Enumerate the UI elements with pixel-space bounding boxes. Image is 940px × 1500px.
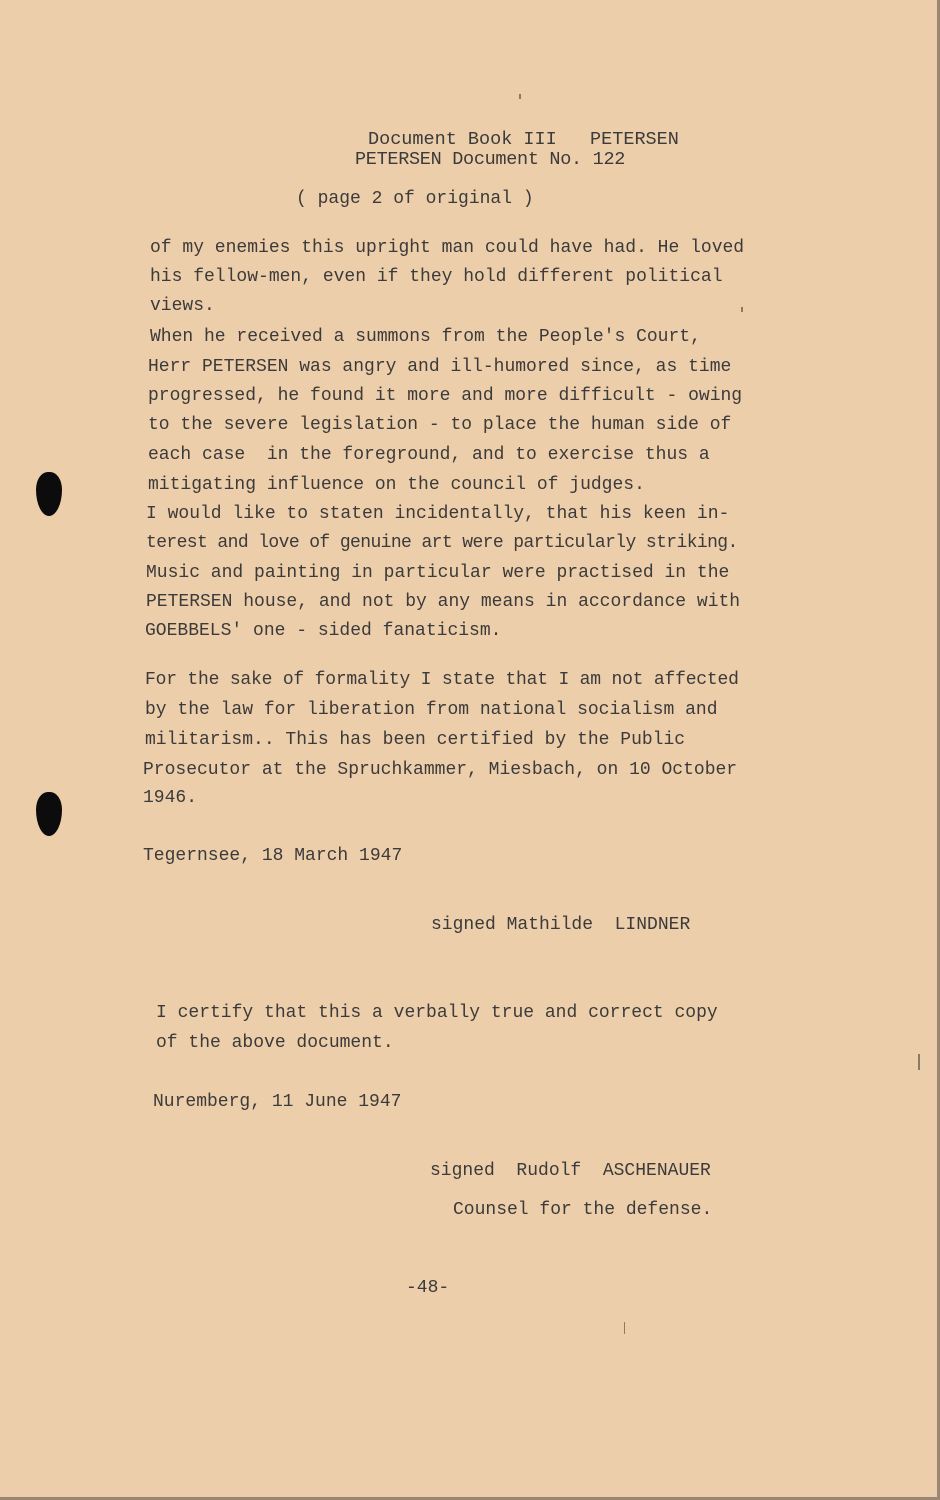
certification-line: I certify that this a verbally true and correct copy xyxy=(156,1003,718,1023)
punch-hole-bottom xyxy=(36,792,62,836)
body-line: views. xyxy=(150,296,215,316)
body-line: When he received a summons from the People's Court, xyxy=(150,327,701,347)
body-line: militarism.. This has been certified by the Public xyxy=(145,730,686,750)
page-of-original-note: ( page 2 of original ) xyxy=(296,189,534,209)
body-line: mitigating influence on the council of judges. xyxy=(148,475,645,495)
body-line: his fellow-men, even if they hold different political xyxy=(150,267,723,287)
body-line: Music and painting in particular were practised in the xyxy=(146,563,730,583)
signature-aschenauer: signed Rudolf ASCHENAUER xyxy=(430,1161,711,1181)
body-line: to the severe legislation - to place the human side of xyxy=(148,415,732,435)
certification-line: of the above document. xyxy=(156,1033,394,1053)
place-date-nuremberg: Nuremberg, 11 June 1947 xyxy=(153,1092,402,1112)
counsel-title: Counsel for the defense. xyxy=(453,1200,713,1220)
body-line: terest and love of genuine art were particularly striking. xyxy=(146,533,738,553)
paper-mark xyxy=(624,1322,625,1334)
page-number: -48- xyxy=(406,1278,450,1298)
punch-hole-top xyxy=(36,472,62,516)
body-line: Prosecutor at the Spruchkammer, Miesbach, on 10 October xyxy=(143,760,738,780)
header-line-1: Document Book III PETERSEN xyxy=(368,129,679,150)
body-line: PETERSEN house, and not by any means in accordance with xyxy=(146,592,741,612)
body-line: progressed, he found it more and more difficult - owing xyxy=(148,386,743,406)
body-line: GOEBBELS' one - sided fanaticism. xyxy=(145,621,502,641)
body-line: Herr PETERSEN was angry and ill-humored since, as time xyxy=(148,357,732,377)
signature-lindner: signed Mathilde LINDNER xyxy=(431,915,691,935)
place-date-tegernsee: Tegernsee, 18 March 1947 xyxy=(143,846,403,866)
header-line-2: PETERSEN Document No. 122 xyxy=(355,149,626,170)
body-line: 1946. xyxy=(143,788,198,808)
body-line: of my enemies this upright man could have had. He loved xyxy=(150,238,745,258)
body-line: by the law for liberation from national socialism and xyxy=(145,700,718,720)
body-line: For the sake of formality I state that I am not affected xyxy=(145,670,739,690)
paper-mark xyxy=(741,307,743,312)
body-line: each case in the foreground, and to exercise thus a xyxy=(148,445,710,465)
body-line: I would like to staten incidentally, that his keen in- xyxy=(146,504,730,524)
paper-mark xyxy=(918,1054,920,1070)
paper-mark xyxy=(519,94,521,99)
